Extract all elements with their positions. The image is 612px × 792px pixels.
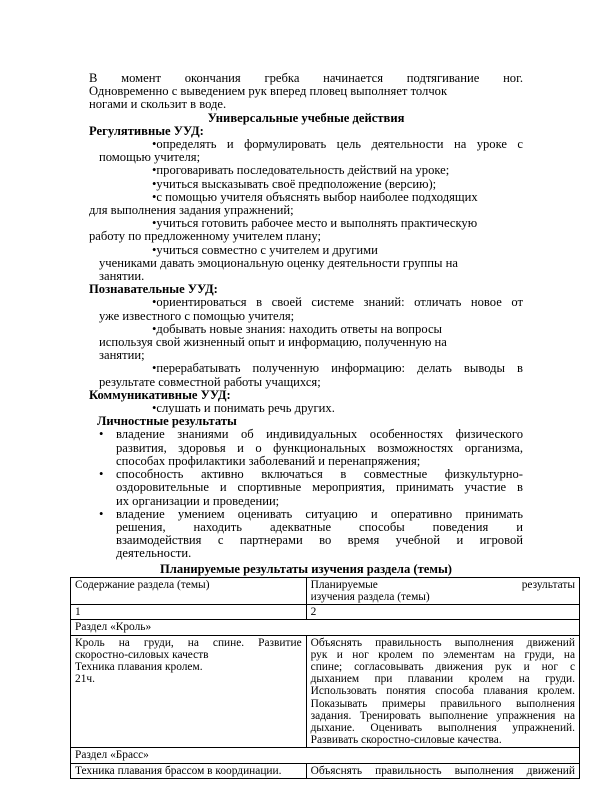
- table-row: [71, 748, 580, 763]
- communicative-item: •слушать и понимать речь других.: [152, 401, 335, 416]
- table-row: [71, 577, 580, 604]
- intro-line-2: Одновременно с выведением рук вперед пловец выполняет толчок: [89, 84, 448, 99]
- regulative-item: •учиться готовить рабочее место и выполнять практическую: [152, 216, 478, 231]
- intro-line-1: В момент окончания гребка начинается подтягивание ног.: [89, 71, 523, 85]
- regulative-item: •учиться совместно с учителем и другими: [152, 242, 378, 257]
- communicative-heading: Коммуникативные УУД:: [89, 387, 231, 402]
- result-line: дыханием при плавании кролем на груди.: [310, 673, 575, 686]
- table-title: Планируемые результаты изучения раздела (темы): [160, 561, 452, 576]
- table-row: [71, 635, 580, 748]
- cognitive-heading: Познавательные УУД:: [89, 282, 218, 297]
- cognitive-item: •ориентироваться в своей системе знаний: отличать новое от: [152, 295, 523, 310]
- regulative-item: занятии.: [99, 269, 145, 284]
- result-line: Развивать скоростно-силовые качества.: [310, 734, 502, 747]
- cognitive-item: •перерабатывать полученную информацию: делать выводы в: [152, 361, 523, 376]
- regulative-item: учениками давать эмоциональную оценку деятельности группы на: [99, 255, 458, 270]
- intro-line-3: ногами и скользит в воде.: [89, 97, 227, 112]
- section-breaststroke-results: [306, 763, 579, 778]
- section-title-crawl: Раздел «Кроль»: [71, 620, 580, 635]
- personal-line: владение умением оценивать ситуацию и оперативно принимать: [116, 506, 523, 521]
- header-cell-content: Содержание раздела (темы): [71, 577, 307, 604]
- regulative-item: •проговаривать последовательность действий на уроке;: [152, 163, 450, 178]
- regulative-item: работу по предложенному учителем плану;: [89, 229, 322, 244]
- personal-line: взаимодействия с партнерами во время учебной и игровой: [116, 533, 523, 548]
- personal-line: решения, находить адекватные способы поведения и: [116, 519, 523, 534]
- personal-line: способах профилактики заболеваний и перенапряжения;: [116, 453, 421, 468]
- result-line: Объяснять правильность выполнения движений: [310, 764, 575, 777]
- list-item: [99, 506, 523, 561]
- table-row: [71, 605, 580, 620]
- regulative-item: помощью учителя;: [99, 150, 201, 165]
- table-row: [71, 620, 580, 635]
- section-crawl-content: [71, 635, 307, 748]
- result-line: рук и ног кролем по элементам на груди, на: [310, 648, 575, 661]
- cognitive-item: используя свой жизненный опыт и информацию, полученную на: [99, 335, 447, 350]
- bullet-icon: •: [99, 506, 104, 521]
- section-title-breaststroke: Раздел «Брасс»: [71, 748, 580, 763]
- uud-heading: Универсальные учебные действия: [207, 110, 405, 125]
- personal-line: их организации и проведении;: [116, 493, 280, 508]
- section-crawl-results: [306, 635, 579, 748]
- result-line: Использовать понятия способа плавания кролем.: [310, 685, 575, 698]
- header-results-line: изучения раздела (темы): [310, 590, 430, 603]
- column-number-1: 1: [71, 605, 307, 620]
- regulative-heading: Регулятивные УУД:: [89, 123, 204, 138]
- content-line: 21ч.: [75, 673, 95, 686]
- result-line: Показывать примеры правильного выполнения: [310, 697, 575, 710]
- document-page: [75, 71, 575, 779]
- cognitive-item: уже известного с помощью учителя;: [99, 308, 295, 323]
- personal-list: [89, 428, 523, 560]
- results-table: [70, 577, 580, 779]
- result-line: спине; согласовывать движения рук и ног с: [310, 660, 575, 673]
- personal-heading: Личностные результаты: [97, 414, 237, 429]
- personal-line: владение знаниями об индивидуальных особенностях физического: [116, 427, 523, 442]
- list-item: [99, 427, 523, 468]
- header-cell-results: [306, 577, 579, 604]
- list-item: [99, 467, 523, 508]
- cognitive-item: занятии;: [99, 348, 145, 363]
- personal-line: развития, здоровья и о функциональных возможностях организма,: [116, 440, 523, 455]
- regulative-item: •определять и формулировать цель деятельности на уроке с: [152, 137, 523, 152]
- personal-line: способность активно включаться в совместные физкультурно-: [116, 467, 523, 482]
- content-line: скоростно-силовых качеств: [75, 648, 209, 661]
- bullet-icon: •: [99, 467, 104, 482]
- regulative-item: для выполнения задания упражнений;: [89, 203, 294, 218]
- result-line: дыхание. Оценивать выполнения упражнений.: [310, 721, 575, 734]
- personal-line: оздоровительные и спортивные мероприятия, принимать участие в: [116, 480, 523, 495]
- cognitive-item: результате совместной работы учащихся;: [99, 374, 321, 389]
- content-line: Техника плавания кролем.: [75, 660, 203, 673]
- bullet-icon: •: [99, 427, 104, 442]
- regulative-item: •учиться высказывать своё предположение (версию);: [152, 176, 437, 191]
- table-row: [71, 763, 580, 778]
- result-line: Объяснять правильность выполнения движений: [310, 636, 575, 649]
- cognitive-item: •добывать новые знания: находить ответы на вопросы: [152, 321, 442, 336]
- column-number-2: 2: [306, 605, 579, 620]
- personal-line: деятельности.: [116, 546, 192, 561]
- result-line: задания. Тренировать выполнение упражнения на: [310, 709, 575, 722]
- regulative-item: •с помощью учителя объяснять выбор наиболее подходящих: [152, 189, 478, 204]
- section-breaststroke-content: Техника плавания брассом в координации.: [71, 763, 307, 778]
- header-results-line: Планируемые результаты: [310, 578, 575, 591]
- content-line: Кроль на груди, на спине. Развитие: [75, 636, 302, 649]
